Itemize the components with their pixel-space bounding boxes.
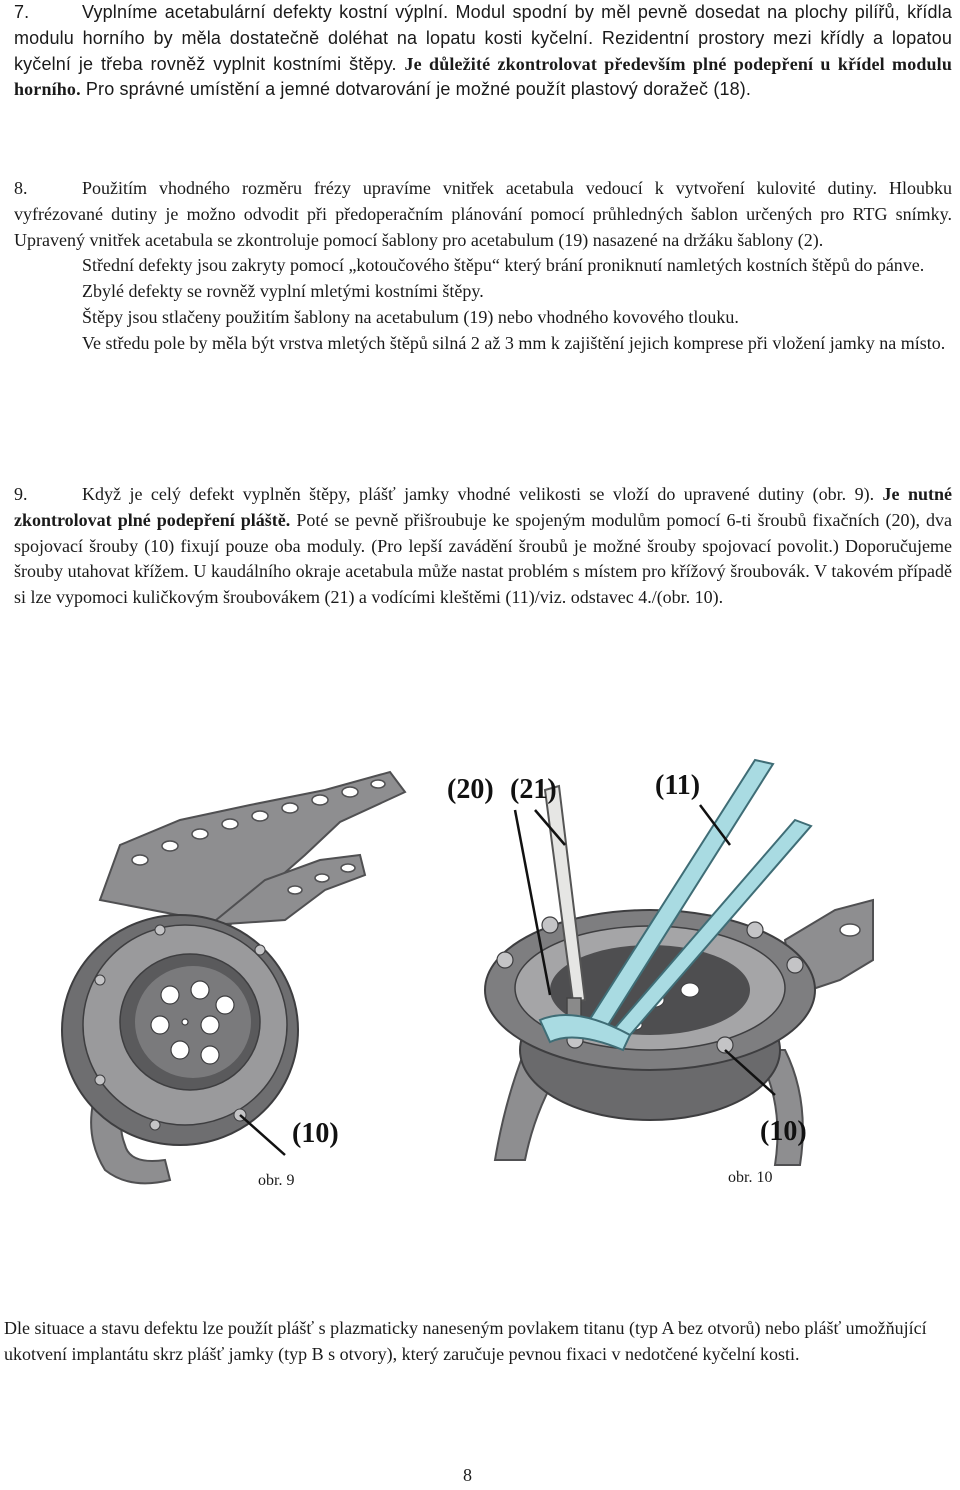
section-8-number: 8. bbox=[14, 178, 28, 198]
section-7 bbox=[14, 0, 952, 103]
figure-10-callout-11: (11) bbox=[655, 770, 701, 801]
shell-screwing-illustration bbox=[447, 750, 875, 1210]
figure-9-illustration bbox=[60, 750, 450, 1210]
section-9-text-2: Poté se pevně přišroubuje ke spojeným modulům pomocí 6-ti šroubů fixačních (20), dva spojovací šrouby (10) fixují pouze oba moduly. (Pro lepší zavádění šroubů je možné šrouby spojovací povolit.) Doporučujeme šrouby utahovat křížem. U kaudálního okraje acetabula může nastat problém s místem pro křížový šroubovák. V takovém případě si lze vypomoci kuličkovým šroubovákem (21) a vodícími kleštěmi (11)/viz. odstavec 4./(obr. 10). bbox=[14, 509, 953, 608]
section-8-paragraph-4: Štěpy jsou stlačeny použitím šablony na acetabulum (19) nebo vhodného kovového tlouku. bbox=[82, 306, 739, 327]
section-7-bold-note: Je důležité zkontrolovat především plné podepření u křídel modulu horního. bbox=[14, 53, 952, 100]
figure-10-illustration bbox=[447, 750, 875, 1210]
section-9 bbox=[14, 482, 952, 611]
figure-10-caption: obr. 10 bbox=[728, 1169, 773, 1186]
section-7-text-2: Pro správné umístění a jemné dotvarování je možné použít plastový doražeč (18). bbox=[85, 79, 752, 100]
figure-9-caption: obr. 9 bbox=[258, 1172, 295, 1189]
figure-10-callout-21: (21) bbox=[510, 774, 557, 805]
section-8 bbox=[14, 176, 952, 357]
section-8-paragraph-1: Použitím vhodného rozměru frézy upravíme vnitřek acetabula vedoucí k vytvoření kulovité dutiny. Hloubku vyfrézované dutiny je možno odvodit při předoperačním plánování pomocí průhledných šablon určených pro RTG snímky. Upravený vnitřek acetabula se zkontroluje pomocí šablony pro acetabulum (19) nasazené na držáku šablony (2). bbox=[14, 178, 952, 250]
section-8-paragraph-3: Zbylé defekty se rovněž vyplní mletými kostními štěpy. bbox=[82, 281, 484, 302]
figure-10-callout-20: (20) bbox=[447, 774, 494, 805]
section-9-bold-note: Je nutné zkontrolovat plné podepření pláště. bbox=[14, 484, 952, 530]
figure-10-callout-10: (10) bbox=[760, 1116, 807, 1147]
page-number: 8 bbox=[463, 1465, 472, 1485]
section-8-paragraph-5: Ve středu pole by měla být vrstva mletých štěpů silná 2 až 3 mm k zajištění jejich komprese při vložení jamky na místo. bbox=[82, 332, 946, 353]
closing-paragraph bbox=[4, 1316, 959, 1368]
acetabular-shell-illustration bbox=[60, 750, 450, 1210]
closing-paragraph-text: Dle situace a stavu defektu lze použít plášť s plazmaticky naneseným povlakem titanu (typ A bez otvorů) nebo plášť umožňující ukotvení implantátu skrz plášť jamky (typ B s otvory), který zaručuje pevnou fixaci v nedotčené kyčelní kosti. bbox=[4, 1318, 927, 1364]
section-9-text-1: Když je celý defekt vyplněn štěpy, plášť jamky vhodné velikosti se vloží do upravené dutiny (obr. 9). bbox=[82, 484, 875, 504]
section-8-paragraph-2: Střední defekty jsou zakryty pomocí „kotoučového štěpu“ který brání proniknutí namletých kostních štěpů do pánve. bbox=[82, 255, 925, 276]
section-7-text-1: Vyplníme acetabulární defekty kostní výplní. Modul spodní by měl pevně dosedat na plochy pilířů, křídla modulu horního by měla dostatečně doléhat na lopatu kosti kyčelní. Rezidentní prostory mezi křídly a lopatou kyčelní je třeba rovněž vyplnit kostními štěpy. bbox=[14, 2, 952, 74]
figure-9-callout-10: (10) bbox=[292, 1118, 339, 1149]
section-7-number: 7. bbox=[14, 2, 30, 22]
section-9-number: 9. bbox=[14, 484, 28, 504]
